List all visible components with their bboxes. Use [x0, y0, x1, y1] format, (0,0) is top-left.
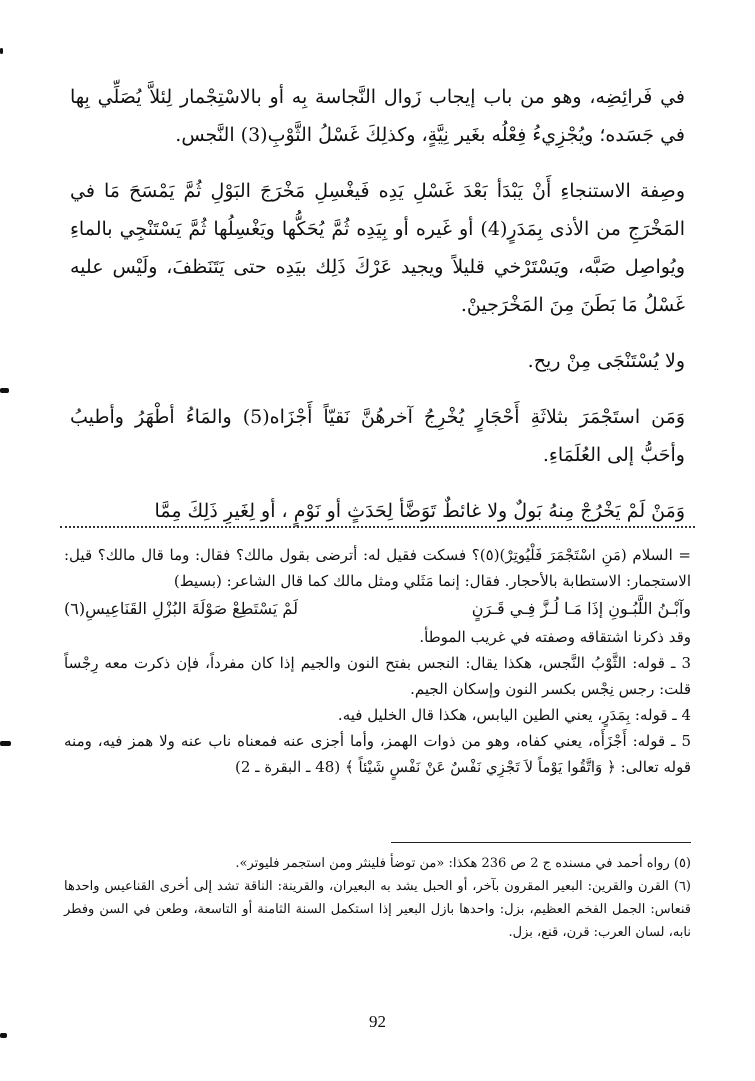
- note-5: 5 ـ قوله: أَجْزَأَه، يعني كفاه، وهو من ذوات الهمز، وأما أجزى عنه فمعناه ناب عنه ولا همز فيه، ومنه قوله تعالى: ﴿ وَاتَّقُوا يَوْماً لاَ تَجْزِي نَفْسٌ عَنْ نَفْسٍ شَيْئاً ﴾ (48 ـ البقرة ـ 2): [64, 732, 691, 776]
- footnote-6: (٦) القرن والقرين: البعير المقرون بآخر، أو الحبل يشد به البعيران، والقرينة: الناقة تشد إلى أخرى القناعيس واحدها قنعاس: الجمل الفخم العظيم، بزل: واحدها بازل البعير إذا استكمل السنة الثامنة أو التاسعة، وطعن في السن وفطر نابه، لسان العرب: قرن، قنع، بزل.: [64, 879, 691, 940]
- commentary-block: [64, 542, 691, 780]
- main-paragraph-3: ولا يُسْتَنْجَى مِنْ ريح.: [527, 350, 685, 372]
- scan-edge-mark: [0, 1033, 7, 1038]
- commentary-paragraph-2: وقد ذكرنا اشتقاقه وصفته في غريب الموطأ.: [419, 628, 691, 646]
- footnotes: [64, 852, 691, 944]
- main-paragraph-4: وَمَن استَجْمَرَ بثلاثَةِ أَحْجَارٍ يُخْرِجُ آخرهُنَّ نَقيّاً أَجْزَاه(5) والمَاءُ أطْهَرُ وأطيبُ وأحَبُّ إلى العُلَمَاءِ.: [70, 406, 685, 466]
- poem-verse: [64, 596, 691, 622]
- verse-hemistich-left: لَمْ يَسْتَطِعْ صَوْلَةَ البُزْلِ القَنَاعِيسِ(٦): [64, 599, 298, 618]
- main-paragraph-5: وَمَنْ لَمْ يَخْرُجْ مِنهُ بَولٌ ولا غائطٌ تَوَضَّأ لِحَدَثٍ أو نَوْمٍ ، أو لِغَيرِ ذَلِكَ مِمَّا: [154, 500, 685, 522]
- verse-hemistich-right: وآبْـنُ اللَّبُـونِ إذَا مَـا لُـزَّ فِـي قَـرَنٍ: [471, 599, 691, 618]
- dotted-separator: [60, 526, 695, 528]
- footnote-5: (٥) رواه أحمد في مسنده ج 2 ص 236 هكذا: «من توضأ فلينثر ومن استجمر فليوتر».: [235, 856, 691, 871]
- main-paragraph-1: في فَرائِضِه، وهو من باب إيجاب زَوال النَّجاسة بِه أو بالاسْتِجْمار لِئلاَّ يُصَلِّي بِها في جَسَده؛ ويُجْزِيءُ فِعْلُه بغَير نِيَّةٍ، وكذلِكَ غَسْلُ الثَّوْبِ(3) النَّجس.: [70, 86, 685, 146]
- page-number: 92: [369, 1012, 386, 1031]
- note-4: 4 ـ قوله: بِمَدَرٍ، يعني الطين اليابس، هكذا قال الخليل فيه.: [337, 706, 691, 724]
- scan-edge-mark: [0, 741, 11, 746]
- scan-edge-mark: [0, 388, 9, 393]
- commentary-paragraph-1: = السلام (مَنِ اسْتَجْمَرَ فَلْيُوتِرْ)(٥)؟ فسكت فقيل له: أترضى بقول مالك؟ فقال: وما قال مالك؟ قيل: الاستجمار: الاستطابة بالأحجار. فقال: إنما مَثَلي ومثل مالك كما قال الشاعر: (بسيط): [64, 546, 692, 590]
- scan-edge-mark: [0, 48, 3, 54]
- main-paragraph-2: وصِفة الاستنجاءِ أَنْ يَبْدَأ بَعْدَ غَسْلِ يَدِه فَيغْسِلِ مَخْرَجَ البَوْلِ ثُمَّ يَمْسَحَ مَا في المَخْرَجِ من الأذى بِمَدَرٍ(4) أو غَيره أو بِيَدِه ثُمَّ يُحَكُّها ويَغْسِلُها ثُمَّ يَسْتَنْجِي بالماءِ ويُواصِل صَبَّه، ويَسْتَرْخي قليلاً ويجيد عَرْكَ ذَلِك بيَدِه حتى يَتَنَظفَ، ولَيْس عليه غَسْلُ مَا بَطَنَ مِنَ المَخْرَجينْ.: [70, 180, 686, 316]
- main-text: [70, 78, 685, 530]
- footnote-rule: [391, 842, 691, 843]
- note-3: 3 ـ قوله: الثَّوْبُ النَّجس، هكذا يقال: النجس بفتح النون والجيم إذا كان مفرداً، فإن ذكرت معه رِجْساً قلت: رجس نِجْس بكسر النون وإسكان الجيم.: [64, 654, 691, 698]
